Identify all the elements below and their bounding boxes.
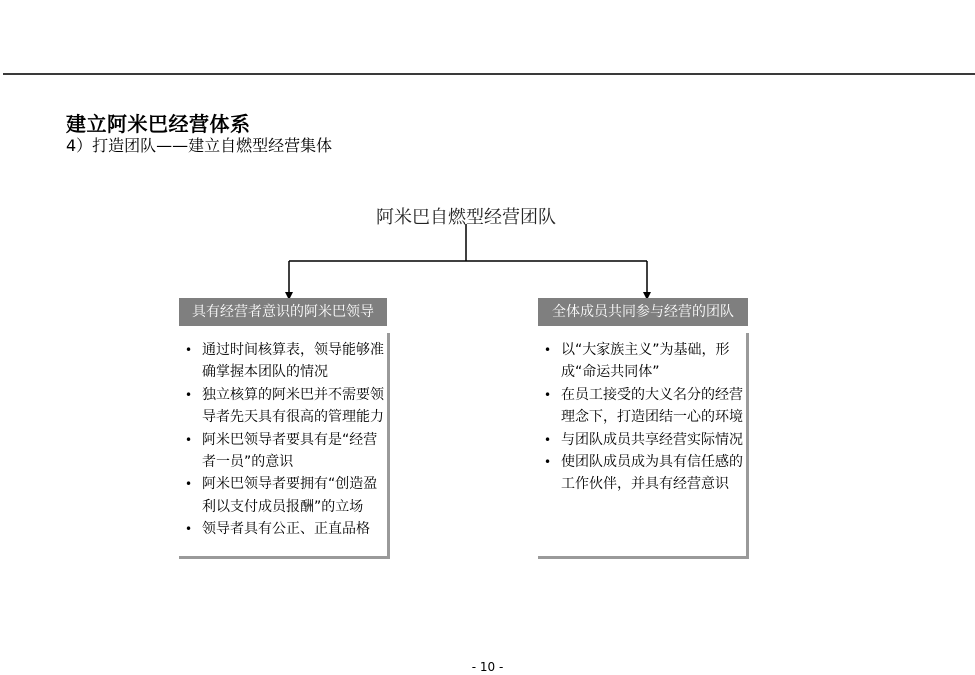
slide-subtitle: 4）打造团队——建立自燃型经营集体 (66, 136, 333, 155)
list-item: • 独立核算的阿米巴并不需要领导者先天具有很高的管理能力 (180, 384, 390, 429)
list-item: • 阿米巴领导者要具有是“经营者一员”的意识 (180, 429, 390, 474)
list-item: • 在员工接受的大义名分的经营理念下，打造团结一心的环境 (539, 384, 749, 429)
slide-title: 建立阿米巴经营体系 (66, 112, 251, 136)
page-number: - 10 - (471, 660, 504, 674)
list-item: • 阿米巴领导者要拥有“创造盈利以支付成员报酬”的立场 (180, 473, 390, 518)
right-bullet-list (539, 339, 749, 496)
list-item: • 领导者具有公正、正直品格 (180, 518, 390, 540)
list-item: • 以“大家族主义”为基础，形成“命运共同体” (539, 339, 749, 384)
diagram-root-label: 阿米巴自燃型经营团队 (376, 207, 556, 228)
list-item: • 使团队成员成为具有信任感的工作伙伴，并具有经营意识 (539, 451, 749, 496)
left-bullet-list (180, 339, 390, 541)
right-branch-header: 全体成员共同参与经营的团队 (538, 298, 748, 326)
list-item: • 与团队成员共享经营实际情况 (539, 429, 749, 451)
list-item: • 通过时间核算表，领导能够准确掌握本团队的情况 (180, 339, 390, 384)
left-branch-header: 具有经营者意识的阿米巴领导 (179, 298, 387, 326)
